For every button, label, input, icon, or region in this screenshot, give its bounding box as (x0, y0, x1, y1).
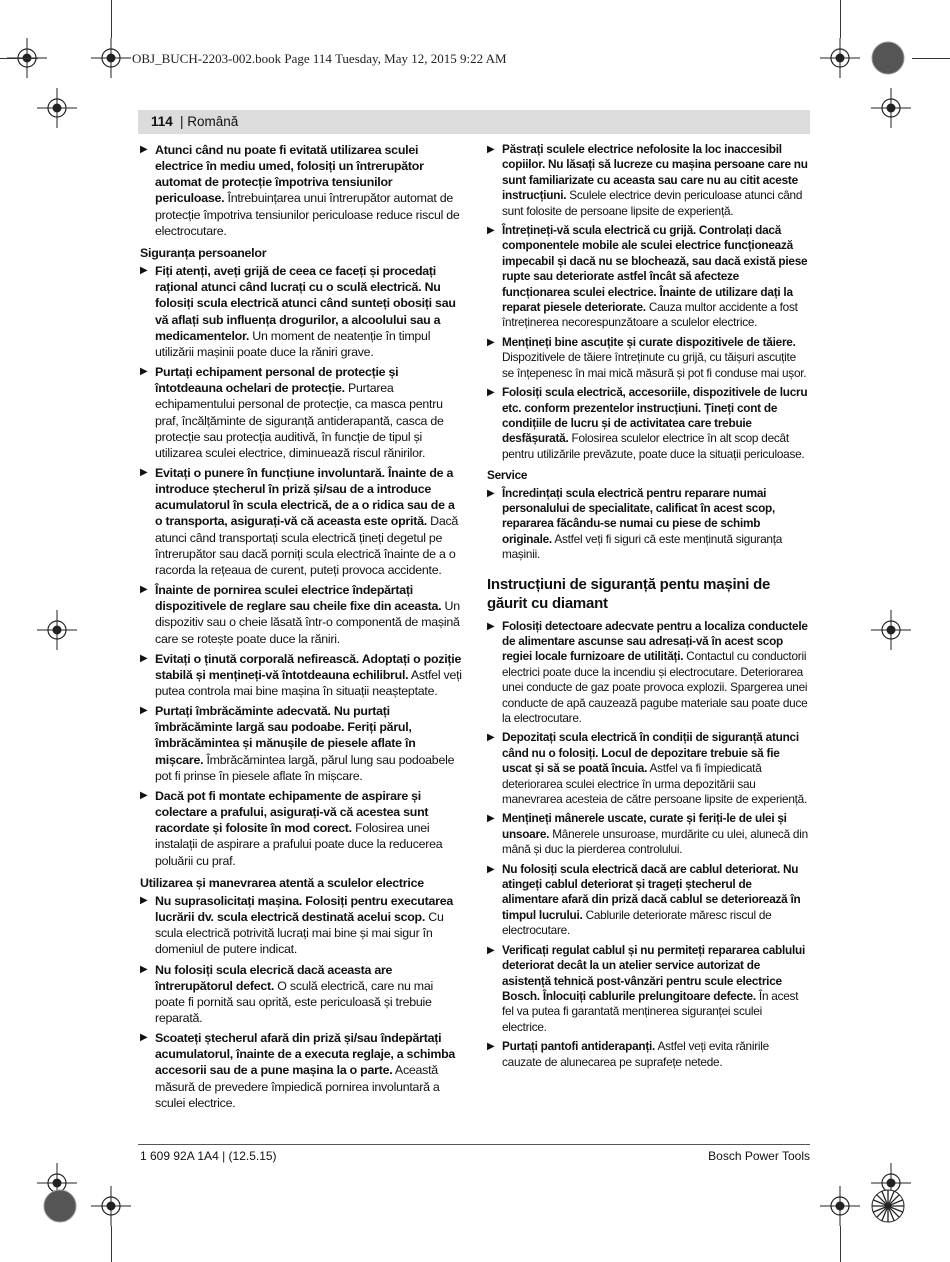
triangle-bullet-icon: ▶ (140, 705, 148, 717)
list-item: ▶ Înainte de pornirea sculei electrice îndepărtați dispozitivele de reglare sau cheile fixe din aceasta. Un dispozitiv sau o cheie lăsată într-o componentă de mașină care se rotește poate duce la răniri. (140, 583, 460, 646)
triangle-bullet-icon: ▶ (487, 863, 495, 875)
list-item: ▶ Purtați echipament personal de protecție și întotdeauna ochelari de protecție. Purtarea echipamentului personal de protecție, ca masca pentru praf, încălțăminte de siguranță antiderapantă, casca de protecție sau protecția auditivă, în funcție de tipul și utilizarea sculei electrice, diminuează riscul rănirilor. (140, 365, 444, 460)
list-item: ▶ Nu folosiți scula electrică dacă are cablul deteriorat. Nu atingeți cablul deteriorat și trageți ștecherul de alimentare afară din priză dacă cablul se deteriorează în timpul lucrului. Cablurile deteriorate măresc riscul de electrocutare. (487, 861, 801, 938)
triangle-bullet-icon: ▶ (140, 652, 148, 664)
registration-mark-icon (91, 38, 131, 78)
triangle-bullet-icon: ▶ (487, 225, 495, 237)
page-header (138, 110, 810, 134)
triangle-bullet-icon: ▶ (140, 963, 148, 975)
footer-divider (138, 1144, 810, 1145)
crop-line (111, 1226, 112, 1262)
triangle-bullet-icon: ▶ (140, 366, 148, 378)
triangle-bullet-icon: ▶ (487, 1041, 495, 1053)
list-item: ▶ Mențineți bine ascuțite și curate dispozitivele de tăiere. Dispozitivele de tăiere întreținute cu grijă, cu tăișuri ascuțite se înțepenesc în mai mică măsură și pot fi conduse mai ușor. (487, 334, 807, 380)
triangle-bullet-icon: ▶ (487, 336, 495, 348)
color-bar-disc-icon (40, 1186, 80, 1226)
list-item: ▶ Păstrați sculele electrice nefolosite la loc inaccesibil copiilor. Nu lăsați să lucreze cu mașina persoane care nu sunt familiarizate cu aceasta sau care nu au citit aceste instrucțiuni. Sculele electrice devin periculoase atunci când sunt folosite de persoane lipsite de experiență. (487, 142, 808, 218)
list-item: ▶ Atunci când nu poate fi evitată utilizarea sculei electrice în mediu umed, folosiți un întrerupător automat de protecție împotriva tensiunilor periculoase. Întrebuințarea unui întrerupător automat de protecție împotriva tensiunilor periculoase reduce riscul de electrocutare. (140, 143, 460, 238)
list-item: ▶ Nu suprasolicitați mașina. Folosiți pentru executarea lucrării dv. scula electrică destinată acelui scop. Cu scula electrică potrivită lucrați mai bine și mai sigur în domeniul de putere indicat. (140, 893, 453, 957)
triangle-bullet-icon: ▶ (140, 894, 148, 906)
triangle-bullet-icon: ▶ (487, 813, 495, 825)
triangle-bullet-icon: ▶ (487, 487, 495, 499)
triangle-bullet-icon: ▶ (487, 144, 495, 155)
triangle-bullet-icon: ▶ (140, 144, 148, 155)
registration-mark-icon (37, 610, 77, 650)
list-item: ▶ Încredințați scula electrică pentru reparare numai personalului de specialitate, calificat în acest scop, reparareа făcându-se numai cu piese de schimb originale. Astfel veți fi siguri că este menținută siguranța mașinii. (487, 485, 783, 562)
right-column (487, 142, 809, 1074)
list-item: ▶ Depozitați scula electrică în condiții de siguranță atunci când nu o folosiți. Locul de depozitare trebuie să fie uscat și să se poată încuia. Astfel va fi împiedicată deteriorarea sculei electrice în urma depozitării sau manevrarea acesteia de către persoane lipsite de experiență. (487, 730, 808, 807)
color-bar-disc-icon (868, 38, 908, 78)
list-item: ▶ Nu folosiți scula elecrică dacă aceasta are întrerupătorul defect. O sculă electrică, care nu mai poate fi pornită sau oprită, este periculoasă și trebuie reparată. (140, 962, 434, 1025)
section-heading: Siguranța persoanelor (140, 245, 267, 260)
registration-mark-icon (37, 88, 77, 128)
page-number: 114 (151, 114, 173, 129)
triangle-bullet-icon: ▶ (140, 466, 148, 478)
list-item: ▶ Folosiți detectoare adecvate pentru a localiza conductele de alimentare ascunse sau adresați-vă în acest scop regiei locale furnizoare de utilități. Contactul cu conductorii electrici poate duce la incendiu și electrocutare. Deteriorarea unei conducte de gaz poate provoca explozii. Spargerea unei conducte de apă cauzează pagube materiale sau poate duce la electrocutare. (487, 618, 808, 725)
triangle-bullet-icon: ▶ (487, 732, 495, 744)
section-title: Instrucțiuni de siguranță pentu mașini de găurit cu diamant (487, 575, 771, 612)
triangle-bullet-icon: ▶ (487, 944, 495, 956)
page-language: | Română (180, 114, 239, 129)
footer-document-code: 1 609 92A 1A4 | (12.5.15) (140, 1149, 277, 1163)
list-item: ▶ Fiți atenți, aveți grijă de ceea ce faceți și procedați rațional atunci când lucrați cu o sculă electrică. Nu folosiți scula electrică atunci când sunteți obosiți sau vă aflați sub influența drogurilor, a alcoolului sau a medicamentelor. Un moment de neatenție în timpul utilizării mașinii poate duce la răniri grave. (140, 264, 456, 359)
list-item: ▶ Evitați o punere în funcțiune involuntară. Înainte de a introduce ștecherul în priză și/sau de a introduce acumulatorul în scula electrică, de a o ridica sau de a o transporta, asigurați-vă că aceasta este oprită. Dacă atunci când transportați scula electrică țineți degetul pe întrerupător sau dacă porniți scula electrică înainte de a o racorda la rețeaua de curent, puteți provoca accidente. (140, 465, 459, 577)
registration-mark-icon (91, 1186, 131, 1226)
list-item: ▶ Verificați regulat cablul și nu permiteți repararea cablului deteriorat decât la un atelier service autorizat de asistență tehnică post-vânzări pentru scule electrice Bosch. Înlocuiți cablurile prelungitoare defecte. În acest fel va putea fi garantată menținerea siguranței sculei electrice. (487, 942, 805, 1034)
section-heading: Utilizarea și manevrarea atentă a sculelor electrice (140, 875, 424, 890)
registration-mark-icon (820, 38, 860, 78)
list-item: ▶ Întrețineți-vă scula electrică cu grijă. Controlați dacă componentele mobile ale sculei electrice funcționează impecabil și dacă nu se blochează, sau dacă există piese rupte sau deteriorate astfel încât să afecteze funcționarea sculei electrice. Înainte de utilizare dați la reparat piesele deteriorate. Cauza multor accidente a fost întreținerea necorespunzătoare a sculelor electrice. (487, 223, 808, 330)
list-item: ▶ Mențineți mânerele uscate, curate și feriți-le de ulei și unsoare. Mânerele unsuroase, murdărite cu ulei, alunecă din mână și duc la pierderea controlului. (487, 811, 808, 857)
triangle-bullet-icon: ▶ (140, 265, 148, 277)
crop-line (0, 58, 38, 59)
crop-line (111, 0, 112, 38)
book-file-line: OBJ_BUCH-2203-002.book Page 114 Tuesday, May 12, 2015 9:22 AM (132, 51, 507, 66)
registration-mark-icon (871, 88, 911, 128)
triangle-bullet-icon: ▶ (140, 584, 148, 596)
registration-mark-icon (871, 610, 911, 650)
list-item: ▶ Purtați pantofi antiderapanți. Astfel veți evita rănirile cauzate de alunecarea pe suprafețe netede. (487, 1039, 769, 1069)
list-item: ▶ Scoateți ștecherul afară din priză și/sau îndepărtați acumulatorul, înainte de a executa reglaje, a schimba accesorii sau de a pune mașina la o parte. Această măsură de prevedere împiedică pornirea involuntară a sculei electrice. (140, 1031, 456, 1110)
triangle-bullet-icon: ▶ (487, 620, 495, 632)
crop-line (840, 1226, 841, 1262)
list-item: ▶ Dacă pot fi montate echipamente de aspirare și colectare a prafului, asigurați-vă că acestea sunt racordate și folosite în mod corect. Folosirea unei instalații de aspirare a prafului poate duce la reducerea poluării cu praf. (140, 788, 443, 868)
crop-line (840, 0, 841, 38)
left-column (140, 142, 462, 1115)
section-heading: Service (487, 468, 528, 483)
footer-brand: Bosch Power Tools (708, 1149, 810, 1163)
triangle-bullet-icon: ▶ (140, 789, 148, 801)
triangle-bullet-icon: ▶ (487, 387, 495, 399)
crop-line (912, 58, 950, 59)
triangle-bullet-icon: ▶ (140, 1032, 148, 1044)
list-item: ▶ Folosiți scula electrică, accesoriile, dispozitivele de lucru etc. conform prezentelor instrucțiuni. Țineți cont de condițiile de lucru și de activitatea care trebuie desfășurată. Folosirea sculelor electrice în alt scop decât pentru utilizările prevăzute, poate duce la situații periculoase. (487, 385, 808, 461)
registration-mark-icon (820, 1186, 860, 1226)
list-item: ▶ Purtați îmbrăcăminte adecvată. Nu purtați îmbrăcăminte largă sau podoabe. Feriți părul, îmbrăcămintea și mănușile de piesele aflate în mișcare. Îmbrăcămintea largă, părul lung sau podoabele pot fi prinse în piesele aflate în mișcare. (140, 704, 455, 783)
color-bar-starburst-icon (868, 1186, 908, 1226)
list-item: ▶ Evitați o ținută corporală nefirească. Adoptați o poziție stabilă și mențineți-vă întotdeauna echilibrul. Astfel veți putea controla mai bine mașina în situații neașteptate. (140, 651, 462, 698)
